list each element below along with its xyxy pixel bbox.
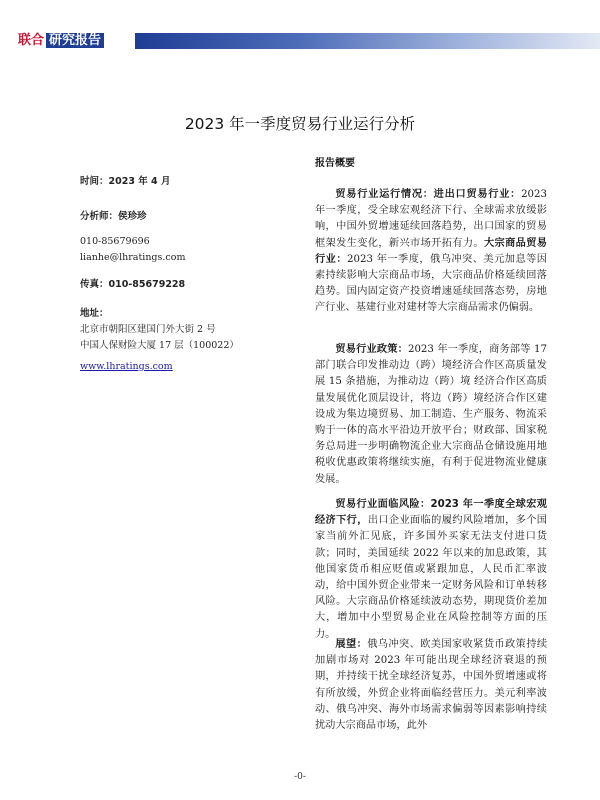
address-line-1: 北京市朝阳区建国门外大街 2 号 [80, 324, 216, 335]
paragraph-body: 出口企业面临的履约风险增加，多个国家当前外汇见底，许多国外买家无法支付进口货款；同时，美国延续 2022 年以来的加息政策，其他国家货币相应贬值或紧跟加息，人民币汇率波动，给中国外贸企业带来一定财务风险和订单转移风险。大宗商品价格延续波动态势，期现货价差加大，增加中小型贸易企业在风险控制等方面的压力。 [315, 515, 547, 640]
paragraph-body: 2023 年一季度，受全球宏观经济下行、全球需求放缓影响，中国外贸增速延续回落趋势，出口国家的贸易框架发生变化，新兴市场开拓有力。 [315, 189, 547, 249]
paragraph-subhead: 大宗商品贸易行业： [315, 237, 547, 265]
header-gradient-bar [135, 33, 600, 49]
overview-paragraph-policy [315, 342, 547, 488]
address-label: 地址： [80, 308, 109, 319]
page-number: -0- [294, 772, 306, 782]
website-link-text[interactable]: www.lhratings.com [80, 361, 173, 372]
report-header [0, 31, 600, 51]
brand-subtitle: 研究报告 [46, 33, 104, 48]
paragraph-head: 贸易行业政策： [335, 344, 408, 355]
brand-logo [18, 33, 104, 49]
brand-name: 联合 [18, 33, 45, 48]
phone: 010-85679696 [80, 236, 150, 247]
overview-paragraph-risk [315, 497, 547, 643]
analyst-name: 分析师：侯珍珍 [80, 211, 147, 222]
page-title: 2023 年一季度贸易行业运行分析 [184, 115, 416, 133]
overview-heading: 报告概要 [315, 158, 355, 169]
paragraph-body: 2023 年一季度，商务部等 17 部门联合印发推动边（跨）境经济合作区高质量发展 15 条措施，为推动边（跨）境 经济合作区高质量发展优化顶层设计，将边（跨）境经济合作区建设成为集边境贸易、加工制造、生产服务、物流采购于一体的高水平沿边开放平台；财政部、国家税务总局进一步明确物流企业大宗商品仓储设施用地税收优惠政策将继续实施，有利于促进物流业健康发展。 [315, 344, 547, 485]
fax: 传真：010-85679228 [80, 279, 186, 290]
overview-paragraph-outlook [315, 637, 547, 734]
report-overview [315, 157, 548, 732]
paragraph-head: 展望： [335, 639, 368, 650]
paragraph-head: 贸易行业运行情况：进出口贸易行业： [335, 189, 522, 200]
report-time: 时间：2023 年 4 月 [80, 176, 171, 187]
website-link[interactable] [80, 361, 173, 372]
email[interactable]: lianhe@lhratings.com [80, 252, 186, 263]
overview-paragraph-operation [315, 187, 547, 317]
address-line-2: 中国人保财险大厦 17 层（100022） [80, 340, 239, 351]
paragraph-head: 贸易行业面临风险：2023 年一季度全球宏观经济下行， [315, 499, 547, 527]
paragraph-body: 俄乌冲突、欧美国家收紧货币政策持续加剧市场对 2023 年可能出现全球经济衰退的预期，并持续干扰全球经济复苏，中国外贸增速或将有所放缓，外贸企业将面临经营压力。美元利率波动、俄乌冲突、海外市场需求偏弱等因素影响持续扰动大宗商品市场，此外 [315, 639, 548, 732]
paragraph-body-2: 2023 年一季度，俄乌冲突、美元加息等因素持续影响大宗商品市场，大宗商品价格延续回落趋势。国内固定资产投资增速延续回落态势，房地产行业、基建行业对建材等大宗商品需求仍偏弱。 [315, 253, 547, 314]
